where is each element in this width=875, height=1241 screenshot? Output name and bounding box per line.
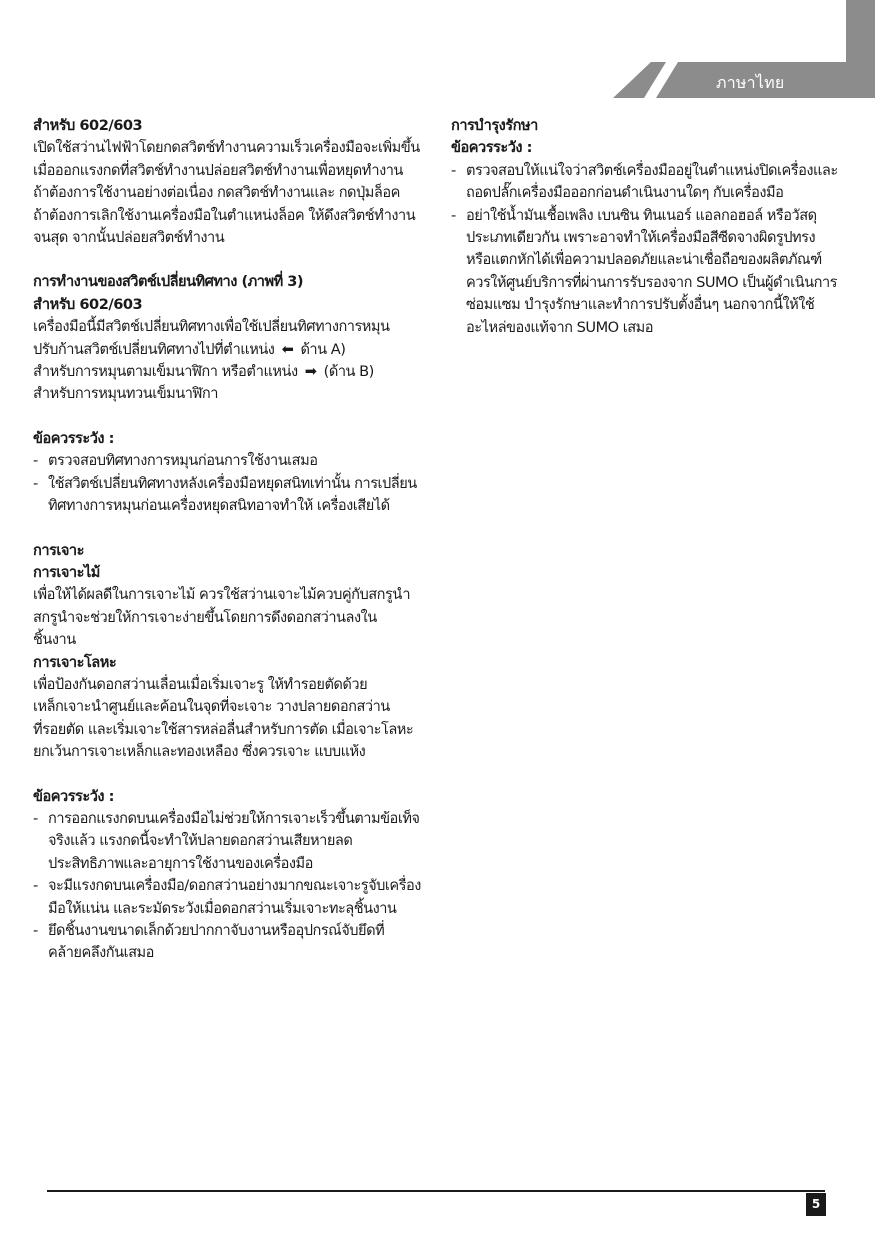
paragraph-line: เหล็กเจาะนำศูนย์และค้อนในจุดที่จะเจาะ วางปลายดอกสว่าน (33, 698, 390, 716)
paragraph-line: สำหรับการหมุนทวนเข็มนาฬิกา (33, 385, 218, 403)
footer-rule (47, 1190, 825, 1192)
list-item: - ตรวจสอบทิศทางการหมุนก่อนการใช้งานเสมอ (33, 450, 425, 472)
list-item: - ตรวจสอบให้แน่ใจว่าสวิตช์เครื่องมืออยู่ในตำแหน่งปิดเครื่องและถอดปลั๊กเครื่องมือออกก่อนดำเนินงานใดๆ กับเครื่องมือ (451, 160, 843, 205)
text-fragment: ด้าน A) (300, 340, 346, 358)
caution-list (451, 160, 843, 339)
list-item: - การออกแรงกดบนเครื่องมือไม่ช่วยให้การเจาะเร็วขึ้นตามข้อเท็จจริงแล้ว แรงกดนี้จะทำให้ปลายดอกสว่านเสียหายลดประสิทธิภาพและอายุการใช้งานของเครื่องมือ (33, 808, 425, 875)
left-column (33, 115, 425, 965)
paragraph-line: เพื่อให้ได้ผลดีในการเจาะไม้ ควรใช้สว่านเจาะไม้ควบคู่กับสกรูนำ (33, 586, 411, 604)
list-item: - จะมีแรงกดบนเครื่องมือ/ดอกสว่านอย่างมากขณะเจาะรูจับเครื่องมือให้แน่น และระมัดระวังเมื่อดอกสว่านเริ่มเจาะทะลุชิ้นงาน (33, 875, 425, 920)
page-number: 5 (806, 1193, 826, 1216)
arrow-right-icon: ➡ (304, 363, 317, 381)
paragraph-line: จนสุด จากนั้นปล่อยสวิตช์ทำงาน (33, 229, 225, 247)
text-fragment: ปรับก้านสวิตช์เปลี่ยนทิศทางไปที่ตำแหน่ง (33, 340, 275, 358)
section-subheading: การเจาะไม้ (33, 563, 100, 581)
right-column (451, 115, 843, 339)
caution-heading: ข้อควรระวัง : (451, 139, 532, 157)
section-heading: การบำรุงรักษา (451, 117, 538, 134)
paragraph-line (33, 339, 425, 361)
caution-heading: ข้อควรระวัง : (33, 787, 114, 805)
section-subheading: การเจาะโลหะ (33, 653, 117, 671)
section-heading: การทำงานของสวิตช์เปลี่ยนทิศทาง (ภาพที่ 3) (33, 273, 304, 291)
section-heading: การเจาะ (33, 541, 84, 559)
paragraph-line: เครื่องมือนี้มีสวิตช์เปลี่ยนทิศทางเพื่อใช้เปลี่ยนทิศทางการหมุน (33, 318, 390, 336)
text-fragment: (ด้าน B) (323, 363, 374, 381)
paragraph-line: เปิดใช้สว่านไฟฟ้าโดยกดสวิตช์ทำงานความเร็วเครื่องมือจะเพิ่มขึ้น (33, 139, 420, 157)
caution-list (33, 450, 425, 517)
paragraph-line: สกรูนำจะช่วยให้การเจาะง่ายขึ้นโดยการดึงดอกสว่านลงใน (33, 608, 377, 626)
paragraph-line (33, 361, 425, 383)
list-item: - ใช้สวิตช์เปลี่ยนทิศทางหลังเครื่องมือหยุดสนิทเท่านั้น การเปลี่ยนทิศทางการหมุนก่อนเครื่องหยุดสนิทอาจทำให้ เครื่องเสียได้ (33, 473, 425, 518)
language-tab-label: ภาษาไทย (716, 73, 785, 92)
paragraph-line: ที่รอยตัด และเริ่มเจาะใช้สารหล่อลื่นสำหรับการตัด เมื่อเจาะโลหะ (33, 720, 414, 738)
list-item: - อย่าใช้น้ำมันเชื้อเพลิง เบนซิน ทินเนอร์ แอลกอฮอล์ หรือวัสดุประเภทเดียวกัน เพราะอาจทำให้เครื่องมือสีซีดจางผิดรูปทรง หรือแตกหักได้เพื่อความปลอดภัยและน่าเชื่อถือของผลิตภัณฑ์ ควรให้ศูนย์บริการที่ผ่านการรับรองจาก SUMO เป็นผู้ดำเนินการซ่อมแซม บำรุงรักษาและทำการปรับตั้งอื่นๆ นอกจากนี้ให้ใช้อะไหล่ของแท้จาก SUMO เสมอ (451, 205, 843, 339)
paragraph-line: เมื่อออกแรงกดที่สวิตช์ทำงานปล่อยสวิตช์ทำงานเพื่อหยุดทำงาน (33, 161, 403, 179)
text-fragment: สำหรับการหมุนตามเข็มนาฬิกา หรือตำแหน่ง (33, 363, 298, 381)
section-heading: สำหรับ 602/603 (33, 117, 143, 134)
paragraph-line: เพื่อป้องกันดอกสว่านเลื่อนเมื่อเริ่มเจาะรู ให้ทำรอยตัดด้วย (33, 675, 368, 693)
caution-heading: ข้อควรระวัง : (33, 429, 114, 447)
paragraph-line: ยกเว้นการเจาะเหล็กและทองเหลือง ซึ่งควรเจาะ แบบแห้ง (33, 743, 366, 761)
paragraph-line: ชิ้นงาน (33, 631, 76, 649)
list-item: - ยึดชิ้นงานขนาดเล็กด้วยปากกาจับงานหรืออุปกรณ์จับยึดที่คล้ายคลึงกันเสมอ (33, 920, 425, 965)
paragraph-line: ถ้าต้องการเลิกใช้งานเครื่องมือในตำแหน่งล็อค ให้ดึงสวิตช์ทำงาน (33, 206, 416, 224)
paragraph-line: ถ้าต้องการใช้งานอย่างต่อเนื่อง กดสวิตช์ทำงานและ กดปุ่มล็อค (33, 184, 400, 202)
section-subheading: สำหรับ 602/603 (33, 295, 143, 313)
caution-list (33, 808, 425, 965)
arrow-left-icon: ⬅ (281, 340, 294, 358)
header-corner-block (846, 0, 875, 62)
